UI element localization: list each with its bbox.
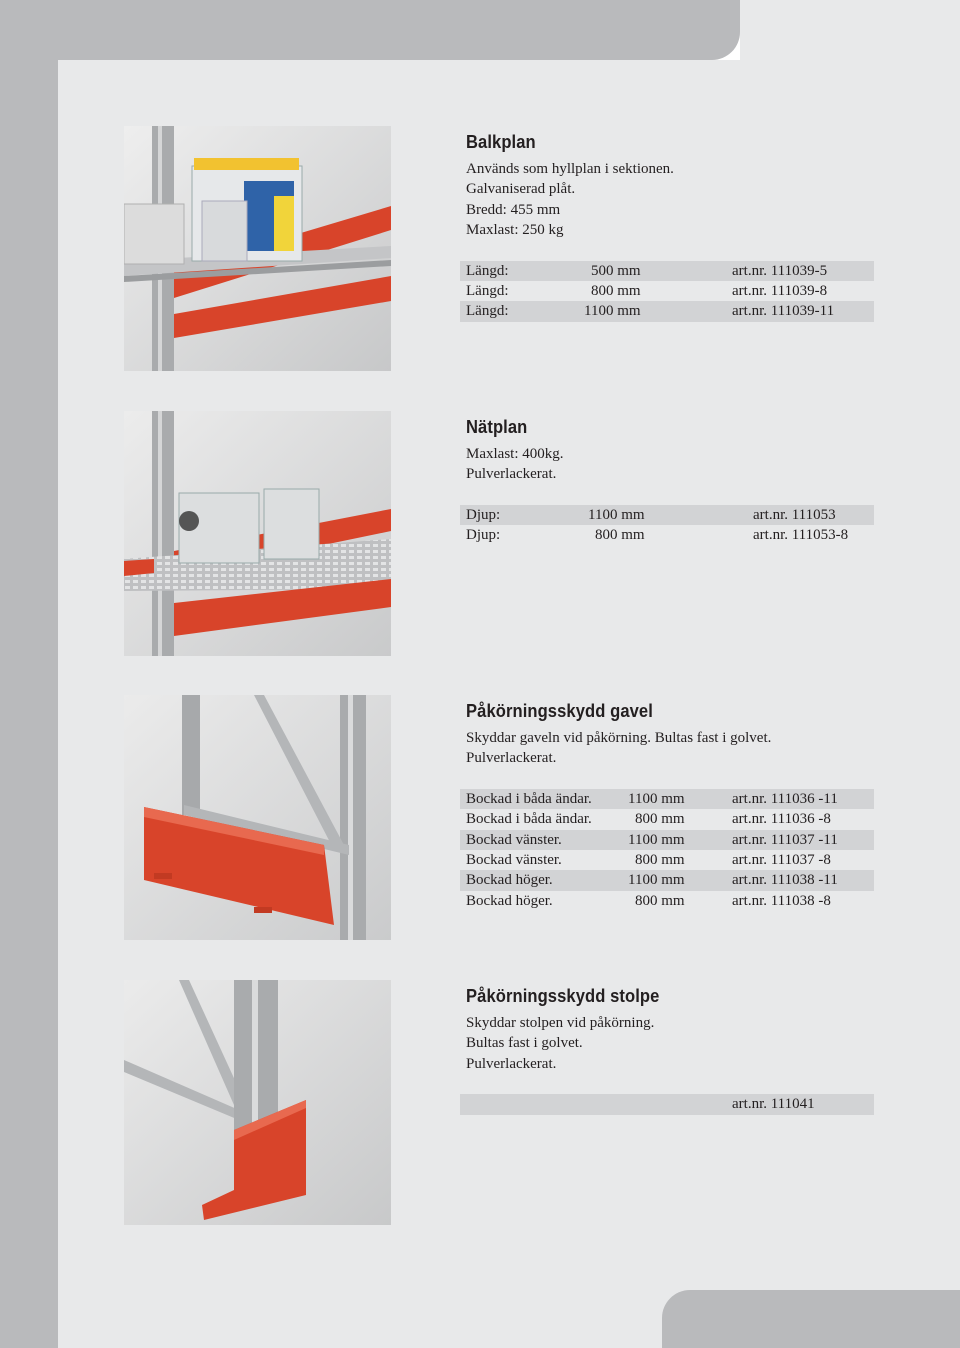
balkplan-info [466,126,876,322]
spec-label: Bockad höger. [466,872,553,889]
description-line: Skyddar gaveln vid påkörning. Bultas fast i golvet. [466,730,772,746]
left-margin-band [0,0,58,1348]
top-margin-band [0,0,740,60]
spec-label: Djup: [466,506,501,523]
spec-size: 1100 mm [584,303,641,320]
description-line: Pulverlackerat. [466,750,557,767]
spec-table [460,789,874,911]
spec-size: 800 mm [635,811,685,828]
spec-row [460,1094,874,1114]
description-line: Skyddar stolpen vid påkörning. [466,1015,655,1031]
section-description [466,728,876,769]
section-description [466,1013,876,1074]
spec-artnr: art.nr. 111039-11 [732,303,835,320]
spec-size: 800 mm [591,283,641,300]
description-line: Galvaniserad plåt. [466,181,576,198]
product-gavel-guard [124,695,884,941]
spec-artnr: art.nr. 111053-8 [753,527,849,544]
bottom-left-band [0,1290,58,1348]
balkplan-photo [124,126,391,371]
spec-artnr: art.nr. 111038 -11 [732,872,838,889]
spec-artnr: art.nr. 111041 [732,1096,815,1113]
spec-size: 800 mm [595,527,645,544]
spec-row [460,809,874,829]
spec-row [460,830,874,850]
product-balkplan [124,126,884,372]
spec-row [460,505,874,525]
spec-artnr: art.nr. 111037 -8 [732,851,831,868]
spec-artnr: art.nr. 111036 -11 [732,790,838,807]
spec-label: Längd: [466,283,509,300]
spec-table [460,505,874,546]
description-line: Maxlast: 250 kg [466,222,564,239]
spec-size: 800 mm [635,892,685,909]
spec-artnr: art.nr. 111053 [753,506,836,523]
spec-label: Längd: [466,303,509,320]
spec-artnr: art.nr. 111039-5 [732,262,828,279]
section-description [466,444,876,485]
spec-label: Längd: [466,262,509,279]
spec-table [460,1094,874,1114]
section-title: Påkörningsskydd stolpe [466,986,660,1006]
spec-row [460,261,874,281]
spec-row [460,789,874,809]
description-line: Bredd: 455 mm [466,201,561,218]
natplan-photo [124,411,391,656]
section-title: Påkörningsskydd gavel [466,701,653,721]
spec-row [460,850,874,870]
spec-row [460,525,874,545]
product-post-guard [124,980,884,1226]
section-description [466,159,876,241]
post-guard-info [466,980,876,1115]
gavel-guard-photo [124,695,391,940]
spec-artnr: art.nr. 111038 -8 [732,892,831,909]
description-line: Används som hyllplan i sektionen. [466,161,674,177]
natplan-info [466,411,876,546]
spec-label: Bockad i båda ändar. [466,811,592,828]
post-guard-photo [124,980,391,1225]
section-title: Balkplan [466,132,536,152]
spec-label: Djup: [466,527,501,544]
spec-table [460,261,874,322]
description-line: Pulverlackerat. [466,1055,557,1072]
spec-label: Bockad höger. [466,892,553,909]
spec-size: 1100 mm [628,831,685,848]
spec-row [460,281,874,301]
spec-artnr: art.nr. 111039-8 [732,283,828,300]
spec-size: 500 mm [591,262,641,279]
top-right-corner [740,0,960,60]
spec-label: Bockad vänster. [466,831,562,848]
description-line: Bultas fast i golvet. [466,1035,583,1052]
spec-label: Bockad i båda ändar. [466,790,592,807]
spec-size: 1100 mm [628,790,685,807]
product-natplan [124,411,884,657]
gavel-guard-info [466,695,876,911]
spec-size: 1100 mm [588,506,645,523]
spec-row [460,301,874,321]
description-line: Pulverlackerat. [466,466,557,483]
section-title: Nätplan [466,417,528,437]
spec-size: 1100 mm [628,872,685,889]
spec-label: Bockad vänster. [466,851,562,868]
spec-artnr: art.nr. 111036 -8 [732,811,831,828]
spec-artnr: art.nr. 111037 -11 [732,831,838,848]
bottom-tab [662,1290,960,1348]
spec-size: 800 mm [635,851,685,868]
spec-row [460,870,874,890]
spec-row [460,891,874,911]
description-line: Maxlast: 400kg. [466,446,564,462]
